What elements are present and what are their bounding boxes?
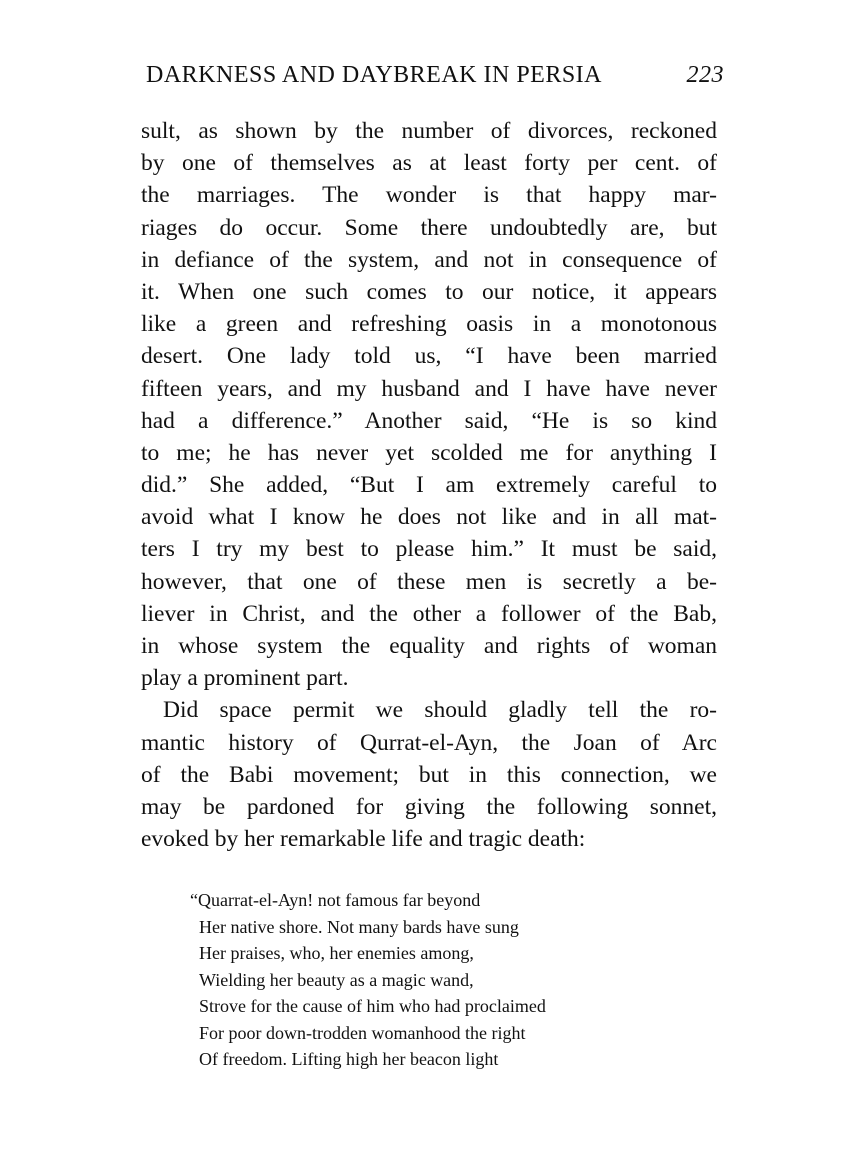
text-line: may be pardoned for giving the following sonnet, (141, 793, 717, 820)
verse-line: Her praises, who, her enemies among, (199, 943, 474, 963)
text-line: in whose system the equality and rights of woman (141, 633, 717, 659)
verse-line: Of freedom. Lifting high her beacon light (199, 1049, 499, 1069)
text-line: to me; he has never yet scolded me for anything I (141, 439, 717, 466)
page-number: 223 (686, 62, 724, 88)
text-line: Did space permit we should gladly tell the ro- (163, 697, 717, 724)
text-line: riages do occur. Some there undoubtedly are, but (141, 214, 717, 241)
sonnet-quote (190, 887, 660, 1073)
verse-line: “Quarrat-el-Ayn! not famous far beyond (190, 890, 481, 910)
verse-line: Wielding her beauty as a magic wand, (199, 969, 474, 990)
verse-line: Strove for the cause of him who had proclaimed (199, 996, 546, 1016)
text-line: had a difference.” Another said, “He is so kind (141, 407, 717, 434)
text-line: desert. One lady told us, “I have been married (141, 343, 717, 370)
text-line: avoid what I know he does not like and in all mat- (141, 504, 717, 531)
verse-line: For poor down-trodden womanhood the right (199, 1022, 526, 1043)
text-line: sult, as shown by the number of divorces, reckoned (141, 118, 717, 144)
text-line: like a green and refreshing oasis in a monotonous (141, 311, 717, 338)
text-line: mantic history of Qurrat-el-Ayn, the Joan of Arc (141, 729, 717, 756)
text-line: fifteen years, and my husband and I have have never (141, 375, 717, 402)
text-line: of the Babi movement; but in this connection, we (141, 761, 717, 788)
text-line: the marriages. The wonder is that happy mar- (141, 182, 717, 209)
running-head (146, 62, 724, 96)
text-line: ters I try my best to please him.” It must be said, (141, 536, 717, 563)
body-text (141, 115, 717, 855)
text-line: liever in Christ, and the other a follower of the Bab, (141, 600, 717, 627)
text-line: however, that one of these men is secretly a be- (141, 568, 717, 595)
verse-line: Her native shore. Not many bards have sung (199, 916, 519, 937)
text-line: it. When one such comes to our notice, it appears (141, 278, 717, 305)
text-line: play a prominent part. (141, 665, 349, 692)
text-line: evoked by her remarkable life and tragic death: (141, 826, 586, 853)
running-head-title: DARKNESS AND DAYBREAK IN PERSIA (146, 62, 603, 88)
text-line: in defiance of the system, and not in consequence of (141, 246, 717, 273)
text-line: did.” She added, “But I am extremely careful to (141, 472, 717, 499)
text-line: by one of themselves as at least forty per cent. of (141, 150, 717, 177)
